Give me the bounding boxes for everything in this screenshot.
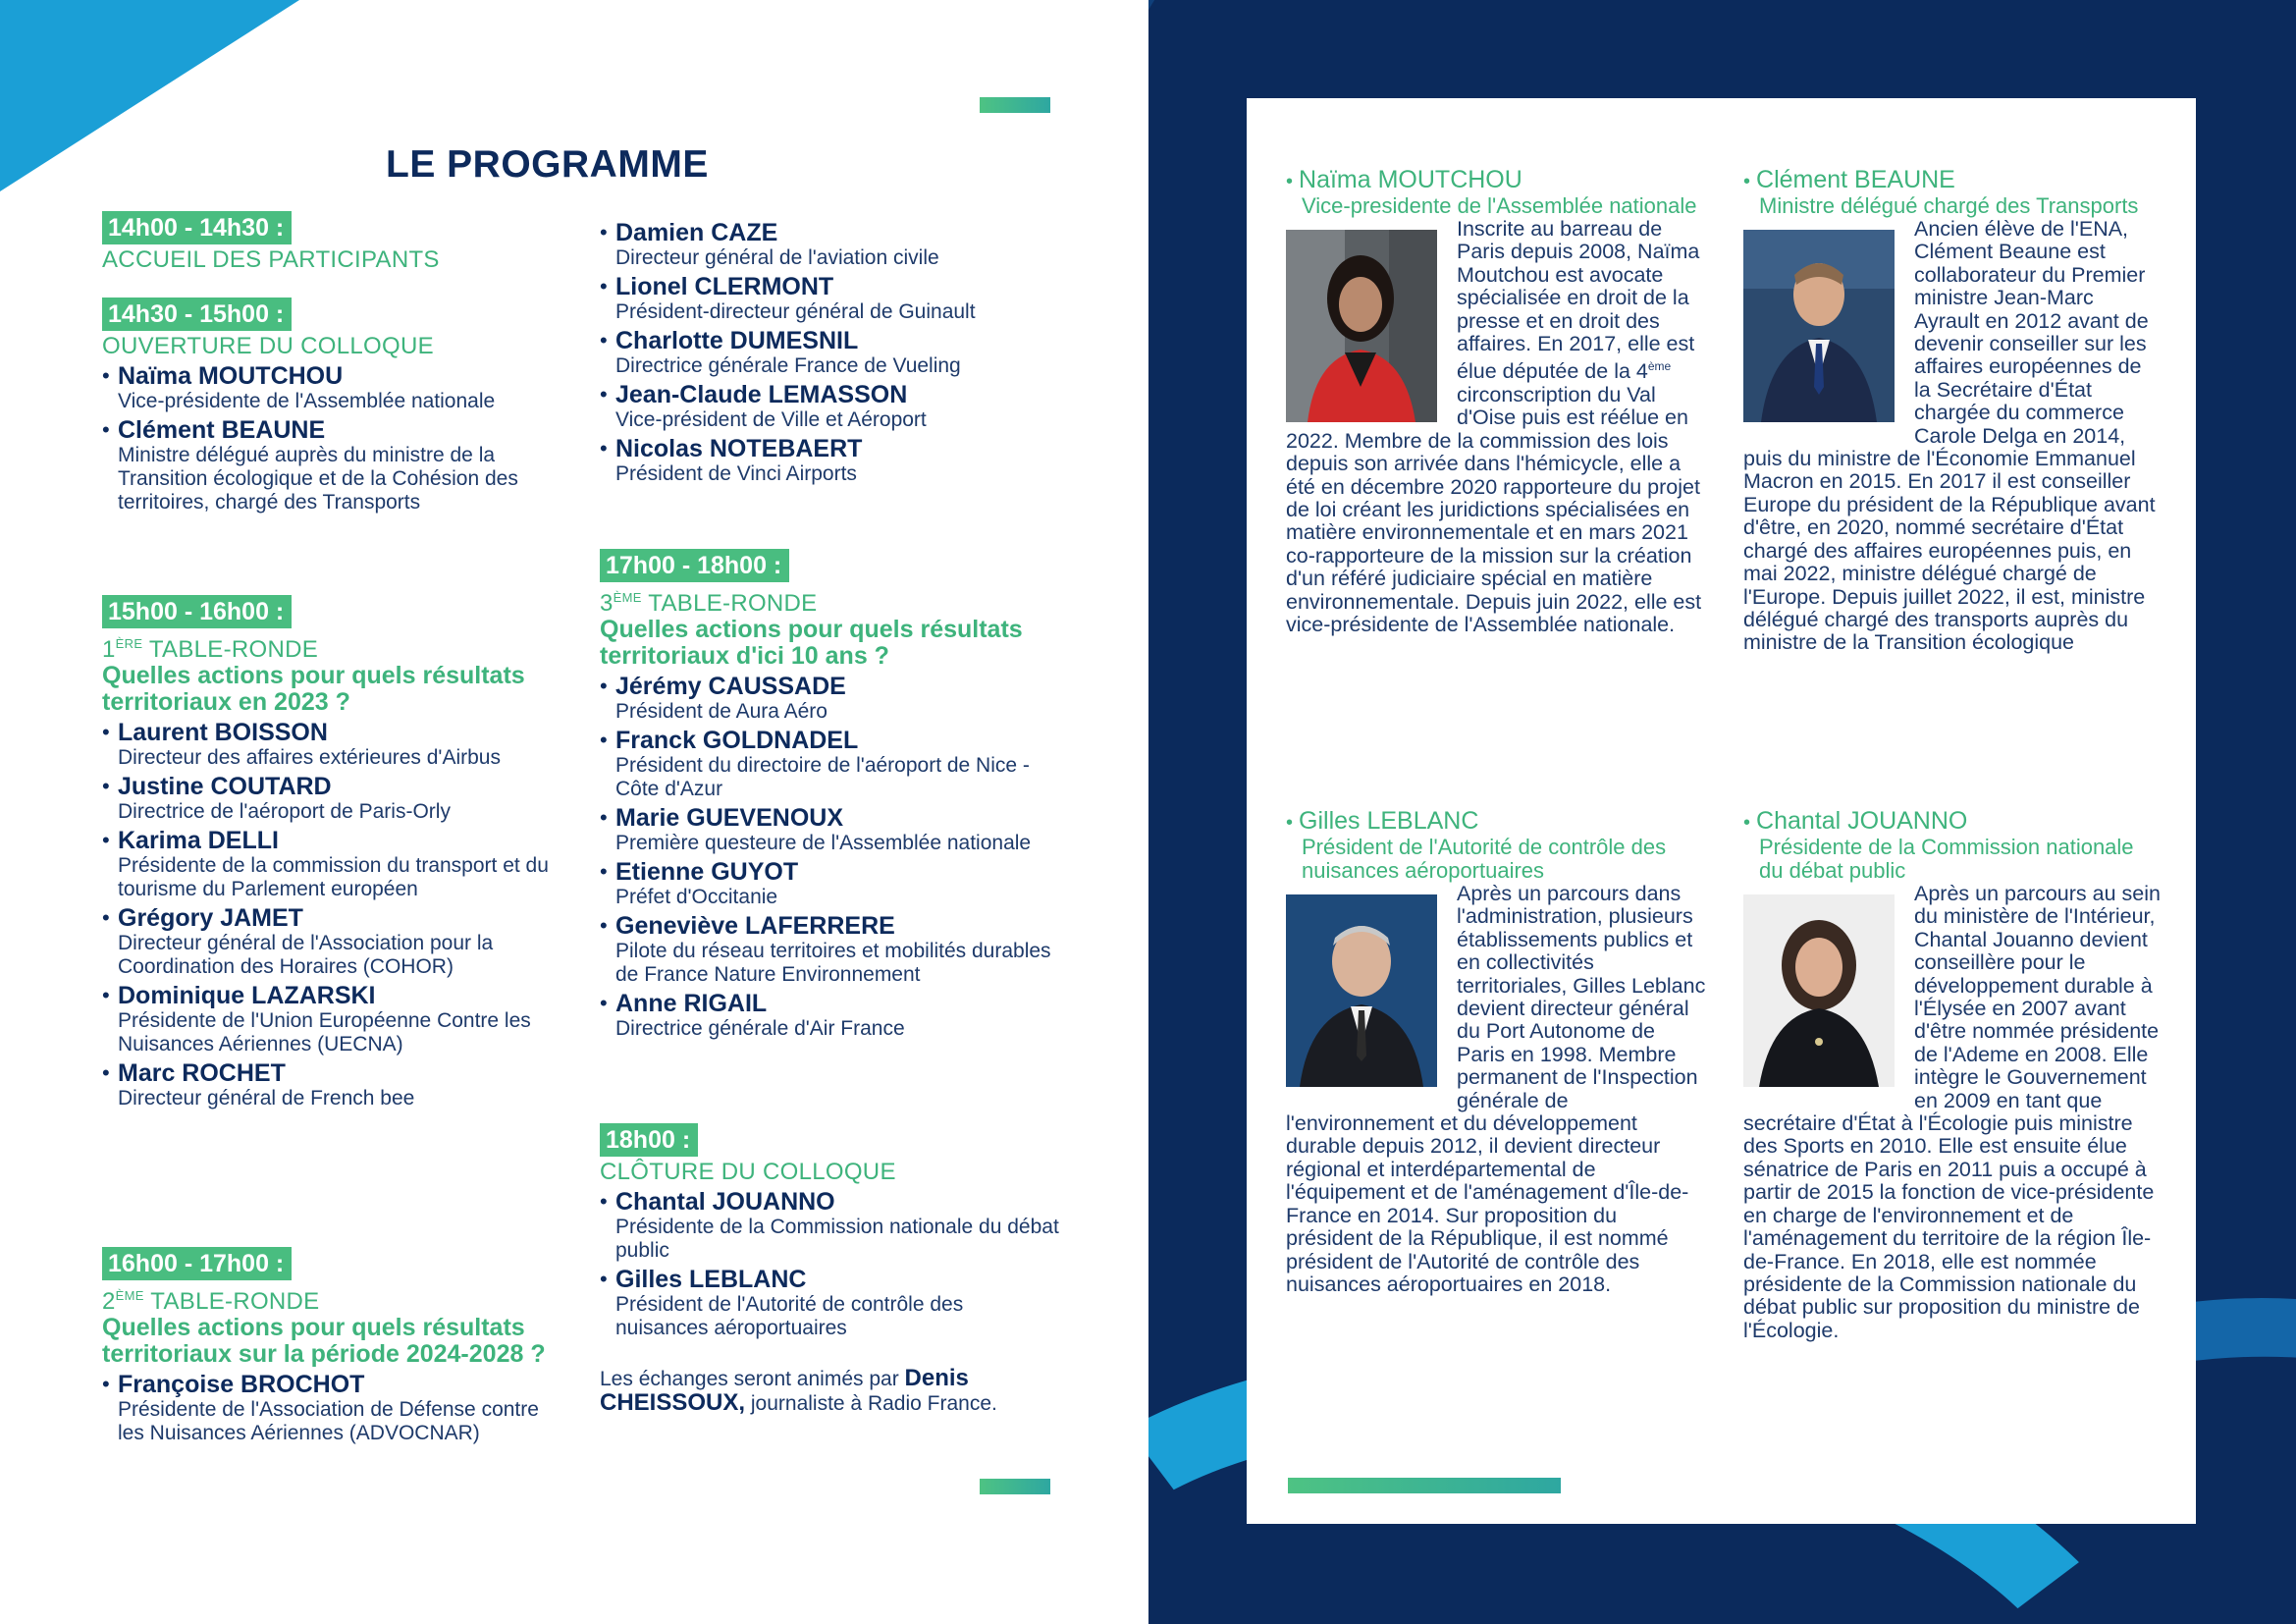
speaker-role: Vice-présidente de l'Assemblée nationale — [118, 390, 496, 412]
speaker-name: • Françoise BROCHOT — [118, 1371, 365, 1398]
speaker-list — [600, 674, 1061, 1041]
speaker-item — [600, 1267, 1061, 1340]
speaker-name: • Jérémy CAUSSADE — [615, 673, 846, 700]
bio-title: Vice-presidente de l'Assemblée nationale — [1302, 193, 1697, 218]
speaker-name: • Grégory JAMET — [118, 904, 303, 932]
speaker-role: Présidente de l'Association de Défense contre les Nuisances Aériennes (ADVOCNAR) — [118, 1398, 539, 1444]
speaker-item — [600, 436, 1061, 486]
speaker-role: Président de l'Autorité de contrôle des nuisances aéroportuaires — [615, 1293, 964, 1339]
speaker-role: Présidente de la commission du transport et du tourisme du Parlement européen — [118, 854, 549, 900]
portrait-photo-beaune — [1743, 230, 1895, 422]
speaker-name: • Nicolas NOTEBAERT — [615, 435, 863, 462]
speaker-list — [600, 1189, 1061, 1340]
bio-title: Ministre délégué chargé des Transports — [1759, 193, 2139, 218]
bio-leblanc — [1286, 808, 1708, 1296]
time-badge: 14h30 - 15h00 : — [102, 298, 292, 331]
speaker-list — [102, 720, 554, 1110]
speaker-name: • Laurent BOISSON — [118, 719, 328, 746]
speaker-role: Directrice de l'aéroport de Paris-Orly — [118, 800, 451, 823]
slot-closing — [600, 1123, 1061, 1340]
speaker-role: Présidente de la Commission nationale du débat public — [615, 1216, 1059, 1262]
bios-panel — [1247, 98, 2196, 1524]
speaker-name: • Anne RIGAIL — [615, 990, 768, 1017]
speaker-list — [102, 1372, 554, 1445]
session-question: Quelles actions pour quels résultats territoriaux d'ici 10 ans ? — [600, 616, 1023, 670]
speaker-item — [102, 828, 554, 901]
bio-beaune — [1743, 167, 2161, 655]
bio-name: • Clément BEAUNE — [1743, 166, 1955, 193]
speaker-name: • Gilles LEBLANC — [615, 1266, 807, 1293]
speaker-item — [600, 991, 1061, 1041]
speaker-item — [102, 720, 554, 770]
session-label: OUVERTURE DU COLLOQUE — [102, 333, 434, 359]
speaker-item — [102, 1060, 554, 1110]
speaker-name: • Karima DELLI — [118, 827, 279, 854]
speaker-item — [102, 774, 554, 824]
speaker-role: Président du directoire de l'aéroport de Nice - Côte d'Azur — [615, 754, 1030, 800]
slot-round-table-2-continued — [600, 216, 1061, 486]
speaker-role: Président de Vinci Airports — [615, 462, 857, 485]
speaker-name: • Dominique LAZARSKI — [118, 982, 376, 1009]
bio-title: Président de l'Autorité de contrôle des nuisances aéroportuaires — [1302, 835, 1667, 883]
speaker-name: • Damien CAZE — [615, 219, 778, 246]
portrait-photo-leblanc — [1286, 894, 1437, 1087]
speaker-role: Première questeure de l'Assemblée nationale — [615, 832, 1032, 854]
moderator-note: Les échanges seront animés par Denis CHEISSOUX, journaliste à Radio France. — [600, 1365, 997, 1416]
speaker-name: • Marc ROCHET — [118, 1059, 286, 1087]
speaker-item — [102, 905, 554, 979]
bio-text: Ancien élève de l'ENA, Clément Beaune est collaborateur du Premier ministre Jean-Marc Ayrault en 2012 avant de devenir conseiller sur les affaires européennes de la Secrétaire d'État chargée du commerce Carole Delga en 2014, puis du ministre de l'Économie Emmanuel Macron en 2015. En 2017 il est conseiller Europe du président de la République avant d'être, en 2020, nommé secrétaire d'État chargé des affaires européennes puis, en mai 2022, ministre délégué chargé de l'Europe. Depuis juillet 2022, il est, ministre délégué chargé des transports auprès du ministre de la Transition écologique — [1743, 217, 2156, 655]
portrait-photo-moutchou — [1286, 230, 1437, 422]
speaker-list — [600, 220, 1061, 486]
slot-opening — [102, 298, 554, 514]
session-label: CLÔTURE DU COLLOQUE — [600, 1159, 896, 1185]
slot-welcome — [102, 211, 554, 273]
session-question: Quelles actions pour quels résultats territoriaux en 2023 ? — [102, 662, 525, 716]
bios-page — [1148, 0, 2296, 1624]
bio-text: Inscrite au barreau de Paris depuis 2008, Naïma Moutchou est avocate spécialisée en droit de la presse et en droit des affaires. En 2017, elle est élue députée de la 4ème circonscription du Val d'Oise puis est réélue en 2022. Membre de la commission des lois depuis son arrivée dans l'hémicycle, elle a été en décembre 2020 rapporteure du projet de loi créant les juridictions spécialisées en matière environnementale et en mars 2021 co-rapporteure de la mission sur la création d'un référé judiciaire spécial en matière environnementale. Depuis juin 2022, elle est vice-présidente de l'Assemblée nationale. — [1286, 217, 1702, 637]
green-accent-bar-top — [980, 97, 1050, 113]
time-badge: 16h00 - 17h00 : — [102, 1247, 292, 1280]
program-title: LE PROGRAMME — [386, 143, 709, 186]
session-label: 1ÈRE TABLE-RONDE — [102, 636, 319, 663]
speaker-role: Vice-président de Ville et Aéroport — [615, 408, 927, 431]
speaker-item — [600, 382, 1061, 432]
speaker-item — [102, 983, 554, 1056]
speaker-role: Présidente de l'Union Européenne Contre les Nuisances Aériennes (UECNA) — [118, 1009, 531, 1056]
speaker-name: • Lionel CLERMONT — [615, 273, 834, 300]
speaker-role: Directeur général de French bee — [118, 1087, 415, 1110]
session-label: ACCUEIL DES PARTICIPANTS — [102, 246, 440, 273]
speaker-item — [600, 274, 1061, 324]
speaker-item — [600, 674, 1061, 724]
bio-moutchou — [1286, 167, 1708, 636]
session-label: 3ÈME TABLE-RONDE — [600, 590, 818, 617]
time-badge: 15h00 - 16h00 : — [102, 595, 292, 628]
bio-name: • Naïma MOUTCHOU — [1286, 166, 1522, 193]
speaker-role: Directeur des affaires extérieures d'Airbus — [118, 746, 501, 769]
speaker-role: Président-directeur général de Guinault — [615, 300, 976, 323]
bio-name: • Chantal JOUANNO — [1743, 807, 1968, 835]
green-accent-bar — [1288, 1478, 1561, 1493]
speaker-role: Directeur général de l'aviation civile — [615, 246, 939, 269]
speaker-name: • Geneviève LAFERRERE — [615, 912, 895, 940]
speaker-item — [600, 1189, 1061, 1263]
time-badge: 18h00 : — [600, 1123, 698, 1157]
speaker-name: • Jean-Claude LEMASSON — [615, 381, 908, 408]
speaker-item — [600, 859, 1061, 909]
corner-decoration — [0, 0, 299, 191]
speaker-item — [102, 363, 554, 413]
speaker-role: Pilote du réseau territoires et mobilités durables de France Nature Environnement — [615, 940, 1051, 986]
speaker-role: Préfet d'Occitanie — [615, 886, 778, 908]
slot-round-table-3 — [600, 549, 1061, 1041]
speaker-role: Directrice générale d'Air France — [615, 1017, 905, 1040]
speaker-item — [600, 220, 1061, 270]
bio-text: Après un parcours dans l'administration, plusieurs établissements publics et en collectivités territoriales, Gilles Leblanc devient directeur général du Port Autonome de Paris en 1998. Membre permanent de l'Inspection générale de l'environnement et du développement durable depuis 2012, il devient directeur régional et interdépartemental de l'équipement et de l'aménagement d'Île-de-France en 2014. Sur proposition du président de la République, il est nommé président de l'Autorité de contrôle des nuisances aéroportuaires en 2018. — [1286, 882, 1706, 1296]
speaker-list — [102, 363, 554, 514]
speaker-role: Ministre délégué auprès du ministre de la Transition écologique et de la Cohésion des territoires, chargé des Transports — [118, 444, 518, 514]
time-badge: 14h00 - 14h30 : — [102, 211, 292, 244]
session-label: 2ÈME TABLE-RONDE — [102, 1288, 320, 1315]
bio-name: • Gilles LEBLANC — [1286, 807, 1479, 835]
slot-round-table-2 — [102, 1247, 554, 1445]
speaker-item — [600, 728, 1061, 801]
speaker-role: Président de Aura Aéro — [615, 700, 828, 723]
speaker-name: • Chantal JOUANNO — [615, 1188, 835, 1216]
bio-text: Après un parcours au sein du ministère de l'Intérieur, Chantal Jouanno devient conseillère pour le développement durable à l'Élysée en 2007 avant d'être nommée présidente de l'Ademe en 2008. Elle intègre le Gouvernement en 2009 en tant que secrétaire d'État à l'Écologie puis ministre des Sports en 2010. Elle est ensuite élue sénatrice de Paris en 2011 puis a occupé à partir de 2015 la fonction de vice-présidente en charge de l'environnement et de l'aménagement du territoire de la région Île-de-France. En 2018, elle est nommée présidente de la Commission nationale du débat public sur proposition du ministre de l'Écologie. — [1743, 882, 2161, 1342]
speaker-item — [102, 1372, 554, 1445]
speaker-role: Directrice générale France de Vueling — [615, 354, 961, 377]
green-accent-bar-bottom — [980, 1479, 1050, 1494]
bio-jouanno — [1743, 808, 2161, 1342]
speaker-name: • Franck GOLDNADEL — [615, 727, 859, 754]
speaker-name: • Justine COUTARD — [118, 773, 332, 800]
speaker-name: • Marie GUEVENOUX — [615, 804, 844, 832]
speaker-item — [600, 913, 1061, 987]
portrait-photo-jouanno — [1743, 894, 1895, 1087]
speaker-name: • Charlotte DUMESNIL — [615, 327, 859, 354]
speaker-role: Directeur général de l'Association pour la Coordination des Horaires (COHOR) — [118, 932, 494, 978]
speaker-item — [600, 328, 1061, 378]
speaker-item — [102, 417, 554, 514]
speaker-item — [600, 805, 1061, 855]
session-question: Quelles actions pour quels résultats territoriaux sur la période 2024-2028 ? — [102, 1314, 546, 1368]
slot-round-table-1 — [102, 595, 554, 1110]
bio-title: Présidente de la Commission nationale du débat public — [1759, 835, 2134, 883]
speaker-name: • Naïma MOUTCHOU — [118, 362, 344, 390]
time-badge: 17h00 - 18h00 : — [600, 549, 789, 582]
speaker-name: • Etienne GUYOT — [615, 858, 799, 886]
speaker-name: • Clément BEAUNE — [118, 416, 326, 444]
